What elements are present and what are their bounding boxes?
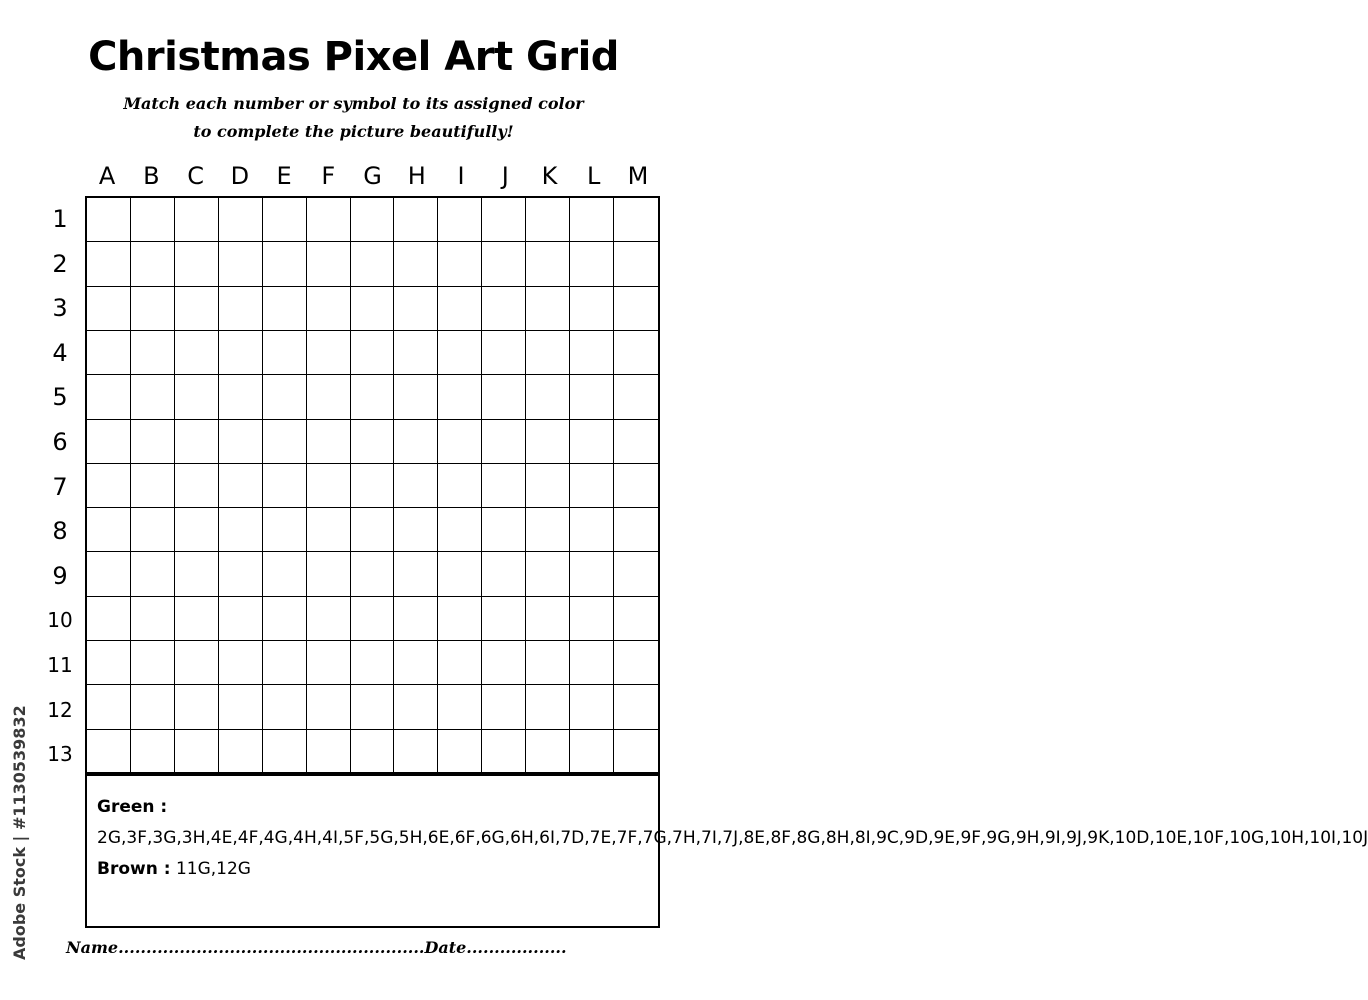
grid-cell[interactable] <box>438 641 482 685</box>
grid-cell[interactable] <box>570 685 614 729</box>
grid-cell[interactable] <box>614 641 658 685</box>
column-header: M <box>627 162 649 190</box>
grid-cell[interactable] <box>263 641 307 685</box>
grid-cell[interactable] <box>438 597 482 641</box>
grid-cell[interactable] <box>131 198 175 242</box>
grid-cell[interactable] <box>438 242 482 286</box>
grid-cell[interactable] <box>570 242 614 286</box>
grid-cell[interactable] <box>87 242 131 286</box>
pixel-grid <box>85 196 660 776</box>
instructions-line-1: Match each number or symbol to its assigned color <box>123 94 584 113</box>
grid-cell[interactable] <box>263 287 307 331</box>
grid-cell[interactable] <box>526 552 570 596</box>
name-field[interactable]: Name....................................................... <box>66 938 425 957</box>
grid-cell[interactable] <box>614 730 658 774</box>
grid-cell[interactable] <box>175 641 219 685</box>
grid-cell[interactable] <box>394 331 438 375</box>
grid-cell[interactable] <box>526 287 570 331</box>
color-key <box>85 772 1368 928</box>
row-header: 9 <box>52 561 68 590</box>
grid-cell[interactable] <box>307 198 351 242</box>
row-header: 2 <box>52 249 68 278</box>
grid-cell[interactable] <box>438 420 482 464</box>
grid-cell[interactable] <box>526 375 570 419</box>
grid-cell[interactable] <box>87 508 131 552</box>
grid-cell[interactable] <box>307 730 351 774</box>
grid-cell[interactable] <box>175 464 219 508</box>
grid-cell[interactable] <box>263 552 307 596</box>
grid-cell[interactable] <box>394 198 438 242</box>
grid-cell[interactable] <box>526 685 570 729</box>
grid-cell[interactable] <box>351 552 395 596</box>
stock-watermark: Adobe Stock | #1130539832 <box>10 705 29 960</box>
row-header: 10 <box>47 608 73 633</box>
grid-cell[interactable] <box>131 508 175 552</box>
grid-cell[interactable] <box>482 287 526 331</box>
grid-cell[interactable] <box>307 375 351 419</box>
grid-cell[interactable] <box>307 420 351 464</box>
column-header: J <box>501 162 509 190</box>
row-header: 4 <box>52 338 68 367</box>
grid-cell[interactable] <box>263 420 307 464</box>
grid-cell[interactable] <box>614 552 658 596</box>
grid-cell[interactable] <box>219 331 263 375</box>
grid-cell[interactable] <box>351 508 395 552</box>
footer <box>66 938 666 957</box>
green-cells: 2G,3F,3G,3H,4E,4F,4G,4H,4I,5F,5G,5H,6E,6F,6G,6H,6I,7D,7E,7F,7G,7H,7I,7J,8E,8F,8G,8H,8I,9C,9D,9E,9F,9G,9H,9I,9J,9K,10D,10E,10F,10G,10H,10I,10J <box>97 828 1368 848</box>
grid-cell[interactable] <box>394 375 438 419</box>
grid-cell[interactable] <box>526 730 570 774</box>
grid-cell[interactable] <box>87 552 131 596</box>
column-header: B <box>143 162 160 190</box>
grid-cell[interactable] <box>614 287 658 331</box>
grid-cell[interactable] <box>175 597 219 641</box>
grid-cell[interactable] <box>219 375 263 419</box>
column-header: A <box>98 162 116 190</box>
grid-cell[interactable] <box>307 508 351 552</box>
grid-cell[interactable] <box>614 420 658 464</box>
grid-cell[interactable] <box>614 331 658 375</box>
grid-cell[interactable] <box>307 287 351 331</box>
row-header: 12 <box>47 697 73 722</box>
grid-cell[interactable] <box>351 597 395 641</box>
brown-label: Brown : <box>97 859 171 879</box>
grid-cell[interactable] <box>131 242 175 286</box>
column-header: D <box>230 162 250 190</box>
grid-cell[interactable] <box>570 198 614 242</box>
grid-cell[interactable] <box>482 685 526 729</box>
grid-cell[interactable] <box>219 464 263 508</box>
grid-cell[interactable] <box>394 597 438 641</box>
grid-cell[interactable] <box>131 375 175 419</box>
grid-cell[interactable] <box>219 242 263 286</box>
grid-cell[interactable] <box>526 597 570 641</box>
brown-cells: 11G,12G <box>175 859 251 879</box>
grid-cell[interactable] <box>351 287 395 331</box>
grid-cell[interactable] <box>219 730 263 774</box>
row-header: 8 <box>52 517 68 546</box>
row-header: 3 <box>52 294 68 323</box>
grid-cell[interactable] <box>482 641 526 685</box>
row-headers <box>38 197 82 777</box>
column-header: H <box>407 162 426 190</box>
row-header: 7 <box>52 472 68 501</box>
green-label: Green : <box>97 797 168 817</box>
grid-cell[interactable] <box>526 242 570 286</box>
grid-cell[interactable] <box>219 685 263 729</box>
grid-cell[interactable] <box>87 331 131 375</box>
grid-cell[interactable] <box>175 730 219 774</box>
grid-cell[interactable] <box>438 508 482 552</box>
grid-cell[interactable] <box>351 730 395 774</box>
row-header: 1 <box>52 205 68 233</box>
grid-cell[interactable] <box>394 685 438 729</box>
grid-cell[interactable] <box>482 375 526 419</box>
grid-cell[interactable] <box>394 730 438 774</box>
grid-cell[interactable] <box>438 730 482 774</box>
grid-cell[interactable] <box>351 641 395 685</box>
grid-cell[interactable] <box>131 552 175 596</box>
grid-cell[interactable] <box>482 420 526 464</box>
grid-cell[interactable] <box>394 242 438 286</box>
grid-cell[interactable] <box>438 464 482 508</box>
grid-cell[interactable] <box>570 287 614 331</box>
grid-cell[interactable] <box>131 685 175 729</box>
grid-cell[interactable] <box>482 552 526 596</box>
grid-cell[interactable] <box>570 730 614 774</box>
grid-cell[interactable] <box>570 508 614 552</box>
grid-cell[interactable] <box>131 730 175 774</box>
grid-cell[interactable] <box>175 552 219 596</box>
grid-cell[interactable] <box>219 552 263 596</box>
grid-cell[interactable] <box>87 464 131 508</box>
grid-cell[interactable] <box>351 198 395 242</box>
grid-cell[interactable] <box>87 420 131 464</box>
column-header: C <box>187 162 204 190</box>
grid-cell[interactable] <box>526 331 570 375</box>
grid-cell[interactable] <box>438 198 482 242</box>
grid-cell[interactable] <box>87 685 131 729</box>
grid-cell[interactable] <box>307 641 351 685</box>
grid-cell[interactable] <box>87 730 131 774</box>
grid-cell[interactable] <box>263 685 307 729</box>
date-field[interactable]: Date.................. <box>424 938 567 957</box>
grid-cell[interactable] <box>351 242 395 286</box>
grid-cell[interactable] <box>394 420 438 464</box>
grid-cell[interactable] <box>614 597 658 641</box>
grid-cell[interactable] <box>219 198 263 242</box>
grid-cell[interactable] <box>307 552 351 596</box>
green-key <box>97 792 1368 854</box>
row-header: 6 <box>52 427 68 456</box>
grid-cell[interactable] <box>526 464 570 508</box>
grid-cell[interactable] <box>263 375 307 419</box>
grid-cell[interactable] <box>351 685 395 729</box>
grid-cell[interactable] <box>263 730 307 774</box>
grid-cell[interactable] <box>482 508 526 552</box>
grid-cell[interactable] <box>219 641 263 685</box>
grid-cell[interactable] <box>307 685 351 729</box>
grid-cell[interactable] <box>438 552 482 596</box>
column-header: I <box>457 162 465 190</box>
grid-cell[interactable] <box>87 375 131 419</box>
instructions <box>0 90 707 146</box>
grid-cell[interactable] <box>263 597 307 641</box>
grid-cell[interactable] <box>614 198 658 242</box>
grid-cell[interactable] <box>614 375 658 419</box>
instructions-line-2: to complete the picture beautifully! <box>193 122 514 141</box>
grid-cell[interactable] <box>219 508 263 552</box>
grid-cell[interactable] <box>570 464 614 508</box>
column-header: K <box>541 162 558 190</box>
grid-cell[interactable] <box>307 464 351 508</box>
grid-cell[interactable] <box>307 597 351 641</box>
row-header: 13 <box>47 742 73 767</box>
grid-cell[interactable] <box>351 464 395 508</box>
grid-cell[interactable] <box>438 287 482 331</box>
column-header: F <box>321 162 336 190</box>
grid-cell[interactable] <box>482 464 526 508</box>
grid-cell[interactable] <box>307 242 351 286</box>
grid-cell[interactable] <box>570 552 614 596</box>
grid-cell[interactable] <box>307 331 351 375</box>
grid-cell[interactable] <box>614 685 658 729</box>
grid-cell[interactable] <box>394 464 438 508</box>
grid-cell[interactable] <box>263 464 307 508</box>
grid-cell[interactable] <box>482 597 526 641</box>
grid-cell[interactable] <box>614 508 658 552</box>
grid-cell[interactable] <box>131 597 175 641</box>
grid-cell[interactable] <box>438 375 482 419</box>
grid-cell[interactable] <box>394 552 438 596</box>
grid-cell[interactable] <box>219 597 263 641</box>
grid-cell[interactable] <box>438 685 482 729</box>
grid-cell[interactable] <box>351 331 395 375</box>
grid-cell[interactable] <box>175 242 219 286</box>
grid-cell[interactable] <box>394 508 438 552</box>
grid-cell[interactable] <box>175 685 219 729</box>
grid-cell[interactable] <box>351 420 395 464</box>
grid-cell[interactable] <box>131 464 175 508</box>
grid-cell[interactable] <box>263 508 307 552</box>
grid-cell[interactable] <box>219 420 263 464</box>
grid-cell[interactable] <box>87 597 131 641</box>
grid-cell[interactable] <box>394 641 438 685</box>
grid-cell[interactable] <box>175 420 219 464</box>
grid-cell[interactable] <box>482 242 526 286</box>
column-headers <box>85 162 660 192</box>
grid-cell[interactable] <box>131 287 175 331</box>
grid-cell[interactable] <box>263 198 307 242</box>
grid-cell[interactable] <box>482 198 526 242</box>
grid-cell[interactable] <box>175 375 219 419</box>
grid-cell[interactable] <box>263 331 307 375</box>
grid-cell[interactable] <box>87 287 131 331</box>
grid-cell[interactable] <box>131 420 175 464</box>
grid-cell[interactable] <box>570 597 614 641</box>
grid-cell[interactable] <box>394 287 438 331</box>
grid-cell[interactable] <box>351 375 395 419</box>
row-header: 5 <box>52 383 68 412</box>
grid-cell[interactable] <box>131 641 175 685</box>
column-header: G <box>363 162 382 190</box>
page-title: Christmas Pixel Art Grid <box>88 34 619 80</box>
grid-cell[interactable] <box>131 331 175 375</box>
grid-cell[interactable] <box>438 331 482 375</box>
grid-cell[interactable] <box>175 331 219 375</box>
brown-key <box>97 854 648 885</box>
grid-cell[interactable] <box>570 420 614 464</box>
grid-cell[interactable] <box>175 508 219 552</box>
column-header: E <box>276 162 292 190</box>
grid-cell[interactable] <box>175 198 219 242</box>
grid-cell[interactable] <box>614 464 658 508</box>
grid-cell[interactable] <box>482 331 526 375</box>
grid-cell[interactable] <box>570 375 614 419</box>
grid-cell[interactable] <box>482 730 526 774</box>
grid-cell[interactable] <box>175 287 219 331</box>
grid-cell[interactable] <box>87 198 131 242</box>
grid-cell[interactable] <box>263 242 307 286</box>
column-header: L <box>587 162 601 190</box>
grid-cell[interactable] <box>526 420 570 464</box>
grid-cell[interactable] <box>614 242 658 286</box>
grid-cell[interactable] <box>570 641 614 685</box>
grid-cell[interactable] <box>526 508 570 552</box>
grid-cell[interactable] <box>526 641 570 685</box>
grid-cell[interactable] <box>87 641 131 685</box>
grid-cell[interactable] <box>570 331 614 375</box>
grid-cell[interactable] <box>219 287 263 331</box>
row-header: 11 <box>47 652 73 677</box>
grid-cell[interactable] <box>526 198 570 242</box>
